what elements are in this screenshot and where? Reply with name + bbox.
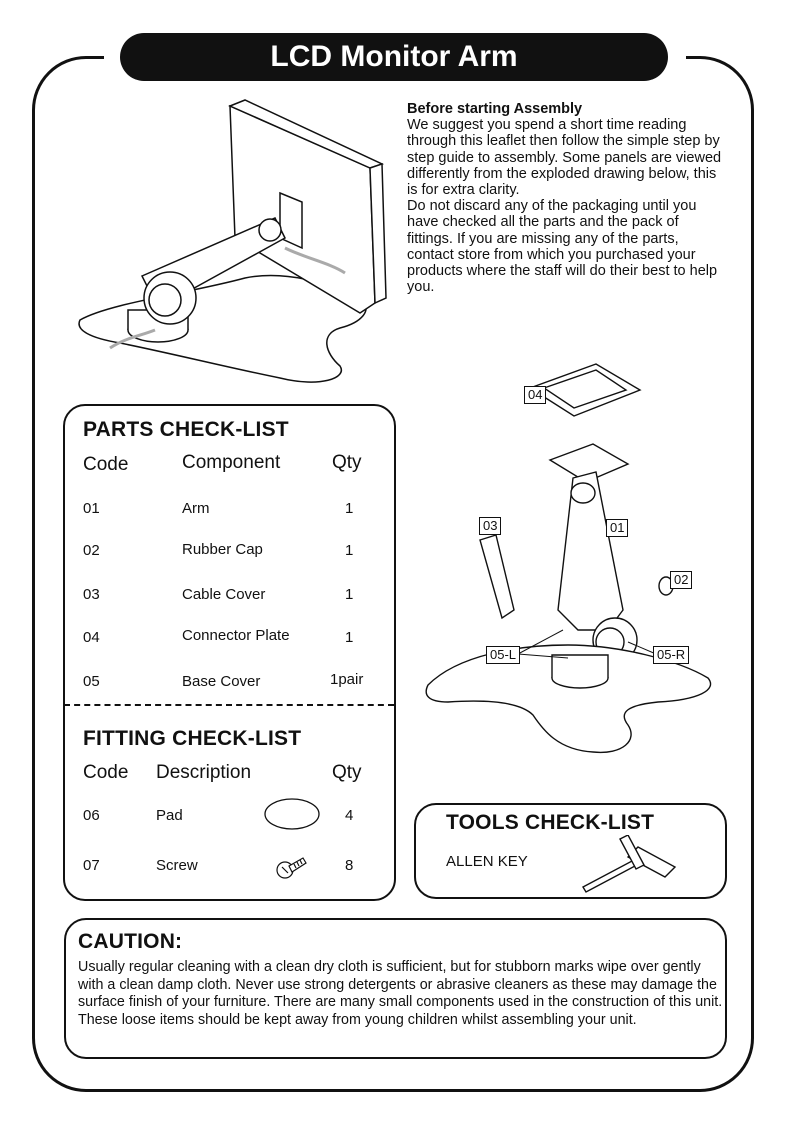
label-02: 02 [670, 571, 692, 589]
parts-row-code: 01 [83, 500, 100, 517]
parts-row-qty: 1 [345, 542, 354, 559]
fittings-row-code: 07 [83, 857, 100, 874]
fittings-row-qty: 4 [345, 807, 354, 824]
tools-item: ALLEN KEY [446, 853, 528, 870]
label-04: 04 [524, 386, 546, 404]
label-05-l: 05-L [486, 646, 520, 664]
parts-row-code: 05 [83, 673, 100, 690]
fittings-header-code: Code [83, 762, 129, 783]
label-03: 03 [479, 517, 501, 535]
fittings-header-description: Description [156, 762, 252, 783]
pad-icon [262, 796, 322, 832]
parts-title: PARTS CHECK-LIST [83, 418, 289, 441]
screw-icon [275, 852, 309, 882]
assembled-monitor-illustration [70, 98, 390, 388]
parts-row-name: Arm [182, 500, 210, 517]
parts-row-name: Connector Plate [182, 627, 290, 644]
parts-row-name: Cable Cover [182, 586, 266, 603]
fittings-row-name: Pad [156, 807, 183, 824]
intro-body: We suggest you spend a short time reading through this leaflet then follow the simple step by step guide to assembly. Some panels are viewed differently from the exploded drawing below, this is for extra clarity. [407, 117, 722, 199]
parts-header-component: Component [182, 452, 281, 473]
intro-heading: Before starting Assembly [407, 101, 583, 117]
parts-row-qty: 1 [345, 500, 354, 517]
page-title: LCD Monitor Arm [120, 33, 668, 81]
allen-key-icon [580, 835, 690, 895]
intro-text [407, 101, 727, 295]
fittings-header-qty: Qty [332, 762, 362, 783]
parts-fitting-box [63, 404, 396, 901]
parts-row-code: 04 [83, 629, 100, 646]
fittings-row-code: 06 [83, 807, 100, 824]
tools-title: TOOLS CHECK-LIST [446, 811, 655, 834]
caution-title: CAUTION: [78, 930, 183, 953]
parts-row-qty: 1pair [330, 671, 364, 688]
fittings-row-name: Screw [156, 857, 198, 874]
parts-header-qty: Qty [332, 452, 362, 473]
parts-row-name: Rubber Cap [182, 541, 263, 558]
parts-row-code: 03 [83, 586, 100, 603]
label-01: 01 [606, 519, 628, 537]
label-05-r: 05-R [653, 646, 689, 664]
parts-row-name: Base Cover [182, 673, 261, 690]
exploded-diagram [418, 360, 718, 770]
intro-body-2: Do not discard any of the packaging until you have checked all the parts and the pack of fittings. If you are missing any of the parts, contact store from which you purchased your products where the staff will do their best to help you. [407, 198, 718, 296]
caution-body: Usually regular cleaning with a clean dry cloth is sufficient, but for stubborn marks wipe over gently with a clean damp cloth. Never use strong detergents or abrasive cleaners as these may damage the surface finish of your furniture. There are many small components used in the construction of this unit. These loose items should be kept away from young children whilst assembling your unit. [78, 959, 723, 1028]
parts-row-qty: 1 [345, 629, 354, 646]
section-divider [64, 704, 394, 706]
fittings-row-qty: 8 [345, 857, 354, 874]
parts-row-code: 02 [83, 542, 100, 559]
parts-row-qty: 1 [345, 586, 354, 603]
parts-header-code: Code [83, 454, 129, 475]
fittings-title: FITTING CHECK-LIST [83, 727, 302, 750]
